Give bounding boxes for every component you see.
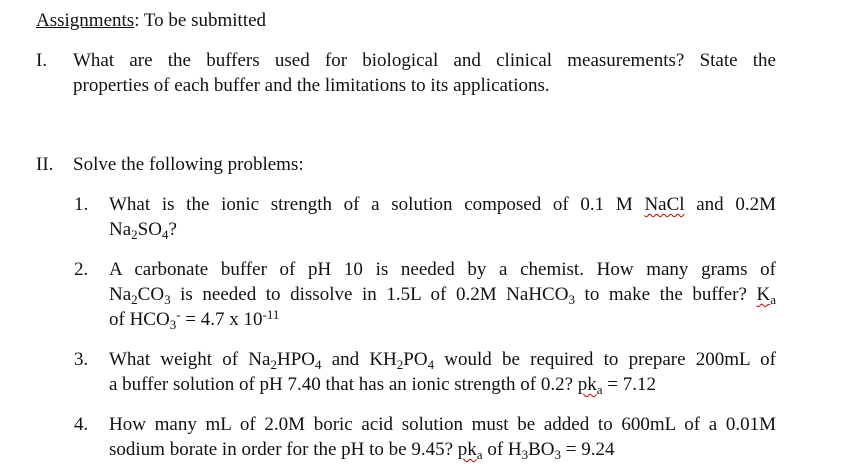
heading-title: Assignments: [36, 10, 135, 31]
p1-so: SO: [137, 219, 162, 240]
p1-text-a: What is the ionic strength of a solution composed of 0.1 M: [109, 194, 645, 215]
section-1-line-1: What are the buffers used for biological and clinical measurements? State the: [73, 50, 776, 71]
problem-3-line-1: [109, 349, 776, 371]
p1-sub-1: 2: [131, 227, 138, 242]
problem-4-number: 4.: [74, 414, 89, 435]
p1-na: Na: [109, 219, 132, 240]
p3-text-e: would be required to prepare 200mL of: [434, 349, 776, 370]
p4-sub-3: 3: [554, 447, 562, 462]
p2-value: = 4.7 x 10: [180, 309, 263, 330]
p4-bo: BO: [528, 439, 555, 460]
p2-sub-a: a: [770, 292, 777, 307]
problem-2-line-3: [109, 309, 279, 331]
p3-po: PO: [403, 349, 428, 370]
p4-text-a: sodium borate in order for the pH to be 9.45?: [109, 439, 458, 460]
p3-text-2a: a buffer solution of pH 7.40 that has an ionic strength of 0.2?: [109, 374, 578, 395]
problem-2-number: 2.: [74, 259, 89, 280]
p4-pk: pk: [457, 439, 477, 460]
section-1-numeral: I.: [36, 50, 48, 71]
p1-nacl: NaCl: [644, 194, 685, 215]
p2-sub-2: 3: [164, 292, 171, 307]
p3-value: = 7.12: [602, 374, 656, 395]
p3-sub-1: 2: [270, 357, 277, 372]
p3-sub-3: 2: [396, 357, 404, 372]
p2-hco: of HCO: [109, 309, 170, 330]
p2-k: K: [756, 284, 771, 305]
p2-sup-minus: -: [176, 307, 181, 322]
p4-pka: [458, 439, 483, 460]
p2-sub-5: 3: [169, 317, 177, 332]
section-2-intro: Solve the following problems:: [73, 154, 304, 175]
section-2-numeral: II.: [36, 154, 54, 175]
problem-3-number: 3.: [74, 349, 89, 370]
problem-4-line-1: How many mL of 2.0M boric acid solution must be added to 600mL of a 0.01M: [109, 414, 776, 435]
p4-of-h: of H: [482, 439, 522, 460]
p1-q: ?: [168, 219, 177, 240]
p4-value: = 9.24: [561, 439, 615, 460]
p3-sub-2: 4: [314, 357, 322, 372]
p4-sub-a: a: [476, 447, 483, 462]
p3-text-a: What weight of Na: [109, 349, 271, 370]
p3-hpo: HPO: [276, 349, 315, 370]
p2-text-c: is needed to dissolve in 1.5L of 0.2M NaHCO: [170, 284, 569, 305]
p1-text-c: and 0.2M: [684, 194, 777, 215]
problem-2-line-2: [109, 284, 776, 306]
p2-co: CO: [137, 284, 165, 305]
problem-3-line-2: [109, 374, 656, 396]
p3-kh: and KH: [321, 349, 397, 370]
p3-sub-4: 4: [427, 357, 435, 372]
problem-1-line-2: [109, 219, 177, 241]
p2-sub-3: 3: [568, 292, 575, 307]
p2-sub-1: 2: [131, 292, 138, 307]
p2-text-d: to make the buffer?: [574, 284, 757, 305]
p2-ka: [757, 284, 777, 305]
p4-sub-2: 3: [521, 447, 529, 462]
section-1-line-2: properties of each buffer and the limitations to its applications.: [73, 75, 550, 96]
p3-sub-a: a: [596, 382, 603, 397]
problem-2-line-1: A carbonate buffer of pH 10 is needed by a chemist. How many grams of: [109, 259, 776, 280]
p3-pka: [578, 374, 603, 395]
problem-4-line-2: [109, 439, 615, 461]
p2-sup-exp: -11: [262, 307, 280, 322]
assignment-heading: [36, 10, 266, 32]
problem-1-number: 1.: [74, 194, 89, 215]
p2-na: Na: [109, 284, 132, 305]
heading-rest: : To be submitted: [134, 10, 267, 31]
p3-pk: pk: [577, 374, 597, 395]
problem-1-line-1: [109, 194, 776, 216]
p1-sub-2: 4: [161, 227, 169, 242]
